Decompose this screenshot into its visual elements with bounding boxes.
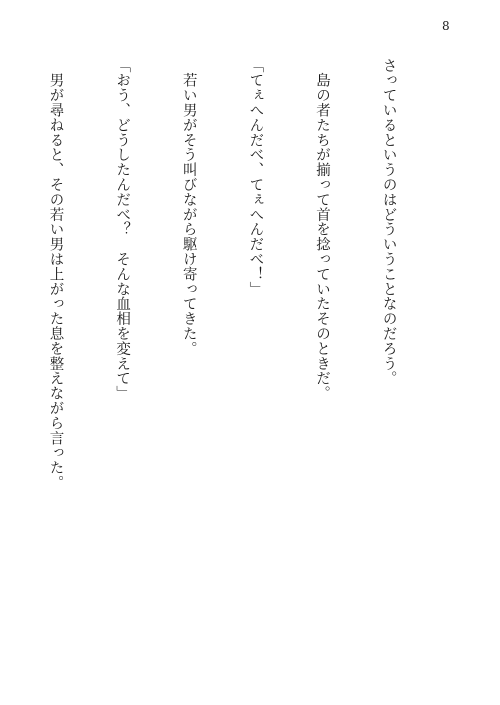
- text-line: さっているというのはどういうことなのだろう。: [380, 58, 397, 386]
- text-line: 島の者たちが揃って首を捻っていたそのときだ。: [313, 58, 330, 401]
- novel-text-column-block: [0, 58, 444, 678]
- text-line: 若い男がそう叫びながら駆け寄ってきた。: [180, 58, 197, 356]
- text-line: 「おう、どうしたんだべ？ そんな血相を変えて」: [114, 58, 131, 401]
- text-line: 「てぇへんだべ、てぇへんだべ！」: [247, 58, 264, 297]
- page-number: 8: [442, 19, 450, 33]
- text-line: 男が尋ねると、その若い男は上がった息を整えながら言った。: [47, 58, 64, 491]
